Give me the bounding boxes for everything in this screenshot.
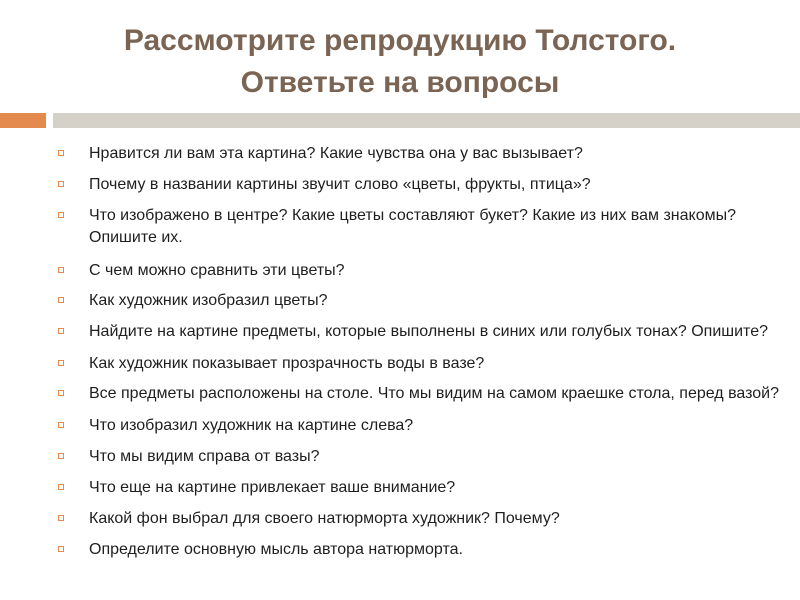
bullet-square-icon	[58, 267, 64, 273]
slide-title-line-2: Ответьте на вопросы	[240, 66, 560, 99]
question-item	[58, 508, 788, 530]
question-text: Что изобразил художник на картине слева?	[89, 417, 414, 434]
question-text: Все предметы расположены на столе. Что мы видим на самом краешке стола, перед вазой?	[89, 385, 779, 402]
question-text: Определите основную мысль автора натюрморта.	[89, 541, 463, 558]
bullet-square-icon	[58, 328, 64, 334]
question-text: Что еще на картине привлекает ваше внимание?	[89, 479, 456, 496]
bullet-square-icon	[58, 422, 64, 428]
question-item	[58, 290, 788, 312]
question-item	[58, 353, 788, 375]
bullet-square-icon	[58, 484, 64, 490]
question-text: Почему в названии картины звучит слово «цветы, фрукты, птица»?	[89, 176, 591, 193]
bullet-square-icon	[58, 297, 64, 303]
title-divider-bar	[53, 113, 800, 128]
slide-title-line-1: Рассмотрите репродукцию Толстого.	[123, 24, 677, 57]
accent-bar	[0, 113, 46, 128]
bullet-square-icon	[58, 546, 64, 552]
question-item	[58, 174, 788, 196]
bullet-square-icon	[58, 181, 64, 187]
question-item	[58, 383, 788, 405]
question-text: Что мы видим справа от вазы?	[89, 448, 320, 465]
question-item	[58, 446, 788, 468]
question-item	[58, 415, 788, 437]
question-item	[58, 321, 788, 343]
question-text: С чем можно сравнить эти цветы?	[89, 262, 345, 279]
question-text: Нравится ли вам эта картина? Какие чувства она у вас вызывает?	[89, 145, 583, 162]
question-item	[58, 260, 788, 282]
bullet-square-icon	[58, 390, 64, 396]
question-item	[58, 477, 788, 499]
bullet-square-icon	[58, 453, 64, 459]
question-item	[58, 205, 788, 249]
question-text: Найдите на картине предметы, которые выполнены в синих или голубых тонах? Опишите?	[89, 323, 768, 340]
question-text: Какой фон выбрал для своего натюрморта художник? Почему?	[89, 510, 560, 527]
question-text: Что изображено в центре? Какие цветы составляют букет? Какие из них вам знакомы? Опишите их.	[89, 207, 737, 246]
bullet-square-icon	[58, 515, 64, 521]
bullet-square-icon	[58, 212, 64, 218]
bullet-square-icon	[58, 150, 64, 156]
question-item	[58, 143, 788, 165]
question-text: Как художник изобразил цветы?	[89, 292, 328, 309]
question-list	[58, 143, 788, 561]
question-item	[58, 539, 788, 561]
bullet-square-icon	[58, 360, 64, 366]
question-text: Как художник показывает прозрачность воды в вазе?	[89, 355, 485, 372]
slide-title	[40, 20, 760, 104]
